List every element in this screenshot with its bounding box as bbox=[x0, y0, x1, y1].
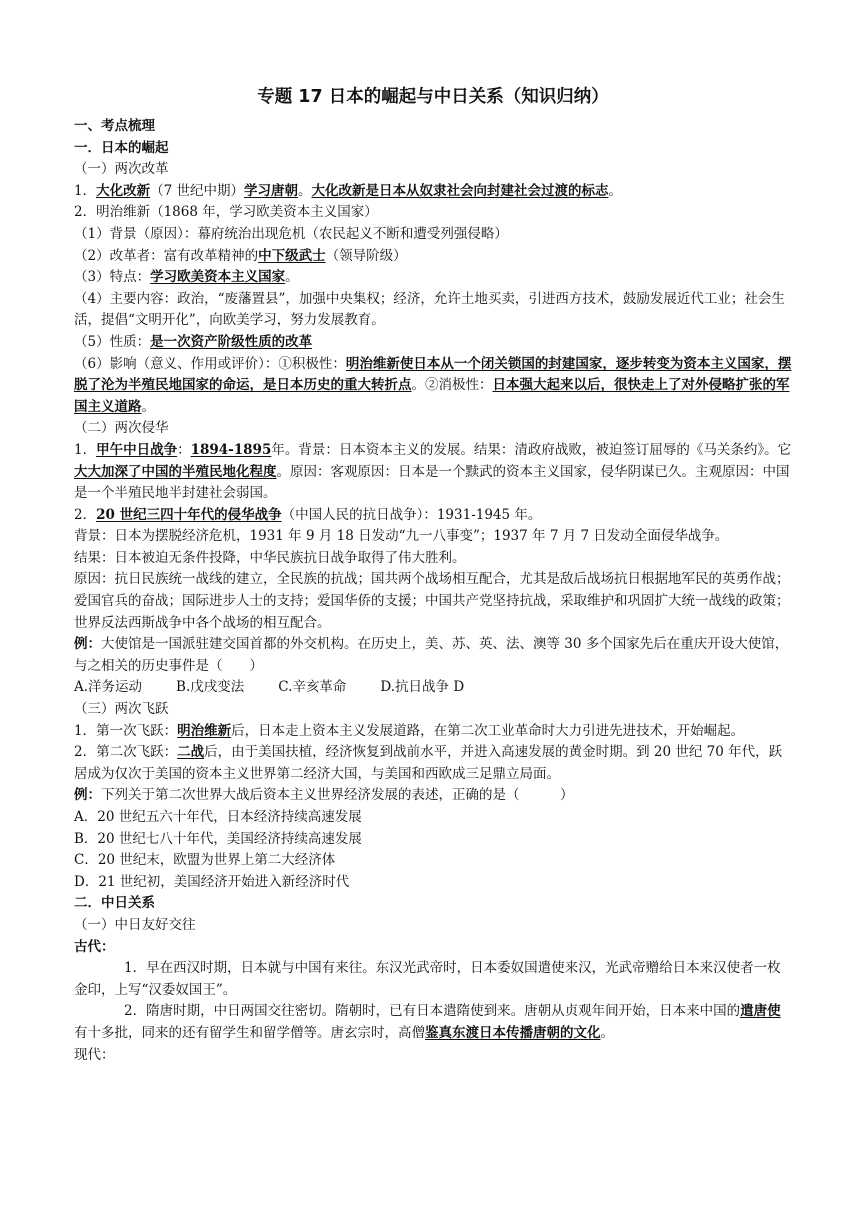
paragraph: 背景：日本为摆脱经济危机，1931 年 9 月 18 日发动“九一八事变”；1937 年 7 月 7 日发动全面侵华战争。 bbox=[74, 528, 729, 545]
option: C．20 世纪末，欧盟为世界上第二大经济体 bbox=[74, 852, 336, 869]
paragraph: （1）背景（原因）：幕府统治出现危机（农民起义不断和遭受列强侵略） bbox=[74, 225, 508, 242]
paragraph: （4）主要内容：政治，“废藩置县”，加强中央集权；经济，允许土地买卖，引进西方技术，鼓励发展近代工业；社会生活，提倡“文明开化”，向欧美学习，努力发展教育。 bbox=[74, 290, 785, 329]
subsection-heading: （三）两次飞跃 bbox=[74, 701, 169, 718]
option: D．21 世纪初，美国经济开始进入新经济时代 bbox=[74, 873, 350, 890]
paragraph: 1．早在西汉时期，日本就与中国有来往。东汉光武帝时，日本委奴国遣使来汉，光武帝赠给日本来汉使者一枚金印，上写“汉委奴国王”。 bbox=[74, 960, 781, 998]
option: A．20 世纪五六十年代，日本经济持续高速发展 bbox=[74, 809, 362, 825]
option: B．20 世纪七八十年代，美国经济持续高速发展 bbox=[74, 830, 362, 847]
paragraph: （3）特点：学习欧美资本主义国家。 bbox=[74, 269, 299, 286]
subsection-heading: （二）两次侵华 bbox=[74, 420, 169, 437]
era-label: 现代： bbox=[74, 1046, 115, 1063]
paragraph: （2）改革者：富有改革精神的中下级武士（领导阶级） bbox=[74, 247, 407, 264]
example-question: 例：大使馆是一国派驻建交国首都的外交机构。在历史上，美、苏、英、法、澳等 30 多个国家先后在重庆开设大使馆，与之相关的历史事件是（ ） bbox=[74, 636, 789, 674]
paragraph: （5）性质：是一次资产阶级性质的改革 bbox=[74, 333, 313, 350]
paragraph: 结果：日本被迫无条件投降，中华民族抗日战争取得了伟大胜利。 bbox=[74, 549, 466, 566]
section-heading: 二．中日关系 bbox=[74, 895, 155, 912]
example-question: 例：下列关于第二次世界大战后资本主义世界经济发展的表述，正确的是（ ） bbox=[74, 787, 574, 804]
option: D.抗日战争 D bbox=[380, 679, 465, 696]
paragraph: 2．20 世纪三四十年代的侵华战争（中国人民的抗日战争）：1931-1945 年。 bbox=[74, 506, 542, 523]
paragraph: 原因：抗日民族统一战线的建立，全民族的抗战；国共两个战场相互配合，尤其是敌后战场抗日根据地军民的英勇作战；爱国官兵的奋战；国际进步人士的支持；爱国华侨的支援；中国共产党坚持抗战，采取维护和巩固扩大统一战线的政策；世界反法西斯战争中各个战场的相互配合。 bbox=[74, 571, 790, 631]
paragraph: 2．隋唐时期，中日两国交往密切。隋朝时，已有日本遣隋使到来。唐朝从贞观年间开始，日本来中国的遣唐使有十多批，同来的还有留学生和留学僧等。唐玄宗时，高僧鉴真东渡日本传播唐朝的文化。 bbox=[74, 1003, 781, 1041]
option: A.洋务运动 bbox=[74, 679, 143, 696]
page-title: 专题 17 日本的崛起与中日关系（知识归纳） bbox=[257, 87, 609, 107]
subsection-heading: （一）中日友好交往 bbox=[74, 916, 196, 933]
paragraph: 2．第二次飞跃：二战后，由于美国扶植，经济恢复到战前水平，并进入高速发展的黄金时期。到 20 世纪 70 年代，跃居成为仅次于美国的资本主义世界第二经济大国，与美国和西欧成三足鼎立局面。 bbox=[74, 744, 783, 782]
paragraph: （6）影响（意义、作用或评价）：①积极性：明治维新使日本从一个闭关锁国的封建国家，逐步转变为资本主义国家，摆脱了沦为半殖民地国家的命运，是日本历史的重大转折点。②消极性：日本强大起来以后，很快走上了对外侵略扩张的军国主义道路。 bbox=[74, 355, 792, 415]
paragraph: 1．第一次飞跃：明治维新后，日本走上资本主义发展道路，在第二次工业革命时大力引进先进技术，开始崛起。 bbox=[74, 722, 745, 739]
paragraph: 1．甲午中日战争：1894-1895年。背景：日本资本主义的发展。结果：清政府战败，被迫签订屈辱的《马关条约》。它大大加深了中国的半殖民地化程度。原因：客观原因：日本是一个黩武的资本主义国家，侵华阴谋已久。主观原因：中国是一个半殖民地半封建社会弱国。 bbox=[74, 441, 792, 502]
paragraph: 2．明治维新（1868 年，学习欧美资本主义国家） bbox=[74, 204, 378, 221]
answer-options bbox=[74, 677, 792, 699]
option: B.戊戌变法 bbox=[176, 679, 245, 696]
subsection-heading: （一）两次改革 bbox=[74, 161, 169, 178]
paragraph: 1．大化改新（7 世纪中期）学习唐朝。大化改新是日本从奴隶社会向封建社会过渡的标志。 bbox=[74, 182, 622, 199]
section-heading: 一．日本的崛起 bbox=[74, 139, 169, 156]
section-heading: 一、考点梳理 bbox=[74, 118, 155, 134]
era-label: 古代： bbox=[74, 938, 115, 955]
document-body bbox=[74, 84, 792, 1066]
option: C.辛亥革命 bbox=[278, 679, 347, 696]
